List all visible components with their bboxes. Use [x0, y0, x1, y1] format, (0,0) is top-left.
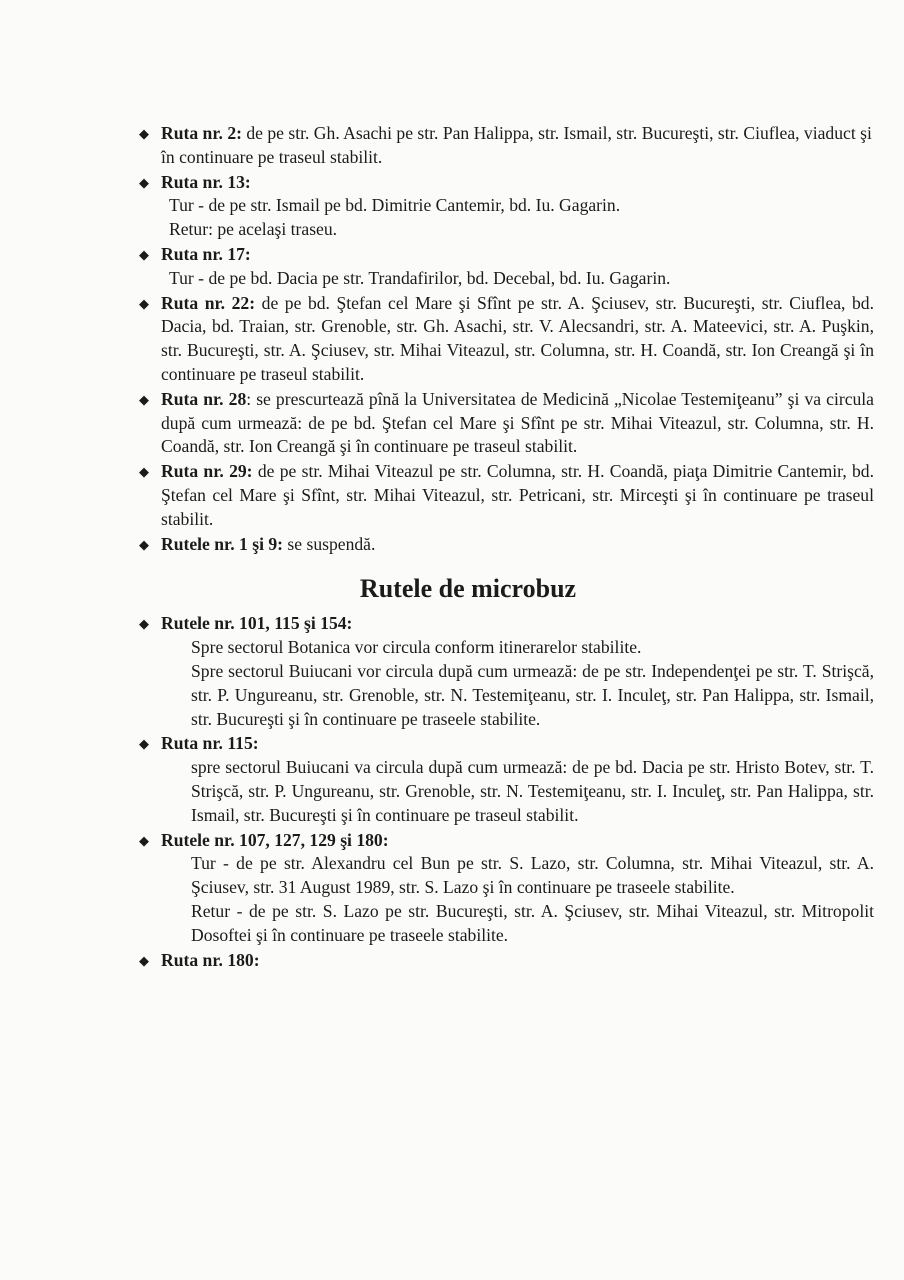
diamond-bullet-icon: ◆	[139, 464, 149, 480]
route-description: se suspendă.	[283, 533, 376, 554]
section-title: Rutele de microbuz	[359, 574, 577, 604]
route-heading: Rutele nr. 101, 115 şi 154:	[161, 613, 353, 634]
route-description: de pe bd. Ştefan cel Mare şi Sfînt pe str. A. Şciusev, str. Bucureşti, str. Ciuflea, bd. Dacia, bd. Traian, str. Grenoble, str. Gh. Asachi, str. V. Alecsandri, str. A. Mateevici, str. A. Puşkin, str. Bucureşti, str. A. Şciusev, str. Mihai Viteazul, str. Columna, str. H. Coandă, str. Ion Creangă şi în continuare pe traseul stabilit.	[161, 292, 875, 384]
route-item-107-127-129-180	[138, 829, 874, 948]
route-item-1-9	[138, 533, 874, 557]
route-item-28	[138, 388, 874, 459]
route-item-101-115-154	[138, 612, 874, 731]
diamond-bullet-icon: ◆	[139, 736, 149, 752]
route-heading: Rutele nr. 107, 127, 129 şi 180:	[161, 829, 389, 850]
route-description: de pe str. Mihai Viteazul pe str. Columna, str. H. Coandă, piaţa Dimitrie Cantemir, bd. Ştefan cel Mare şi Sfînt, str. Mihai Viteazul, str. Petricani, str. Mirceşti şi în continuare pe traseul stabilit.	[161, 461, 874, 529]
route-line: spre sectorul Buiucani va circula după cum urmează: de pe bd. Dacia pe str. Hristo Botev, str. T. Strişcă, str. P. Ungureanu, str. Grenoble, str. N. Testemiţeanu, str. I. Inculeţ, str. Pan Halippa, str. Ismail, str. Bucureşti şi în continuare pe traseul stabilit.	[191, 757, 874, 825]
route-line: Retur: pe acelaşi traseu.	[169, 219, 338, 240]
route-line: Tur - de pe str. Alexandru cel Bun pe str. S. Lazo, str. Columna, str. Mihai Viteazul, str. A. Şciusev, str. 31 August 1989, str. S. Lazo şi în continuare pe traseele stabilite.	[191, 853, 874, 898]
route-item-13	[138, 171, 874, 242]
route-description: : se prescurtează pînă la Universitatea de Medicină „Nicolae Testemiţeanu” şi va circula după cum urmează: de pe bd. Ştefan cel Mare şi Sfînt pe str. Mihai Viteazul, str. Columna, str. H. Coandă, str. Ion Creangă şi în continuare pe traseul stabilit.	[161, 388, 874, 457]
route-item-2	[138, 122, 874, 170]
route-item-22	[138, 292, 874, 387]
route-line: Tur - de pe str. Ismail pe bd. Dimitrie Cantemir, bd. Iu. Gagarin.	[169, 195, 621, 216]
route-heading: Ruta nr. 28	[161, 388, 247, 409]
route-line: Tur - de pe bd. Dacia pe str. Trandafirilor, bd. Decebal, bd. Iu. Gagarin.	[169, 267, 671, 288]
route-description: de pe str. Gh. Asachi pe str. Pan Halippa, str. Ismail, str. Bucureşti, str. Ciuflea, viaduct şi în continuare pe traseul stabilit.	[161, 123, 872, 167]
diamond-bullet-icon: ◆	[139, 832, 149, 848]
diamond-bullet-icon: ◆	[139, 126, 149, 141]
route-item-17	[138, 243, 874, 291]
route-heading: Ruta nr. 13:	[161, 171, 251, 192]
document-content	[138, 122, 874, 973]
route-line: Retur - de pe str. S. Lazo pe str. Bucureşti, str. A. Şciusev, str. Mihai Viteazul, str. Mitropolit Dosoftei şi în continuare pe traseele stabilite.	[191, 900, 874, 945]
route-text	[161, 460, 874, 531]
route-heading: Ruta nr. 29:	[161, 461, 253, 482]
diamond-bullet-icon: ◆	[139, 246, 149, 262]
diamond-bullet-icon: ◆	[139, 536, 149, 552]
route-heading: Ruta nr. 180:	[161, 949, 260, 970]
diamond-bullet-icon: ◆	[139, 952, 149, 968]
diamond-bullet-icon: ◆	[139, 616, 149, 632]
route-heading: Ruta nr. 115:	[161, 733, 259, 754]
route-heading: Ruta nr. 17:	[161, 243, 251, 264]
route-heading: Ruta nr. 2:	[161, 123, 242, 143]
route-text	[161, 388, 874, 459]
route-item-29	[138, 460, 874, 531]
route-text	[161, 123, 872, 167]
diamond-bullet-icon: ◆	[139, 295, 149, 311]
route-heading: Ruta nr. 22:	[161, 292, 256, 313]
route-line: Spre sectorul Botanica vor circula conform itinerarelor stabilite.	[191, 637, 642, 658]
route-item-180	[138, 949, 874, 973]
route-line: Spre sectorul Buiucani vor circula după cum urmează: de pe str. Independenţei pe str. T. Strişcă, str. P. Ungureanu, str. Grenoble, str. N. Testemiţeanu, str. I. Inculeţ, str. Pan Halippa, str. Ismail, str. Bucureşti şi în continuare pe traseele stabilite.	[191, 660, 874, 729]
route-text	[161, 533, 874, 557]
route-heading: Rutele nr. 1 şi 9:	[161, 533, 284, 554]
route-text	[161, 292, 874, 387]
route-item-115	[138, 732, 874, 827]
diamond-bullet-icon: ◆	[139, 174, 149, 190]
diamond-bullet-icon: ◆	[139, 391, 149, 407]
